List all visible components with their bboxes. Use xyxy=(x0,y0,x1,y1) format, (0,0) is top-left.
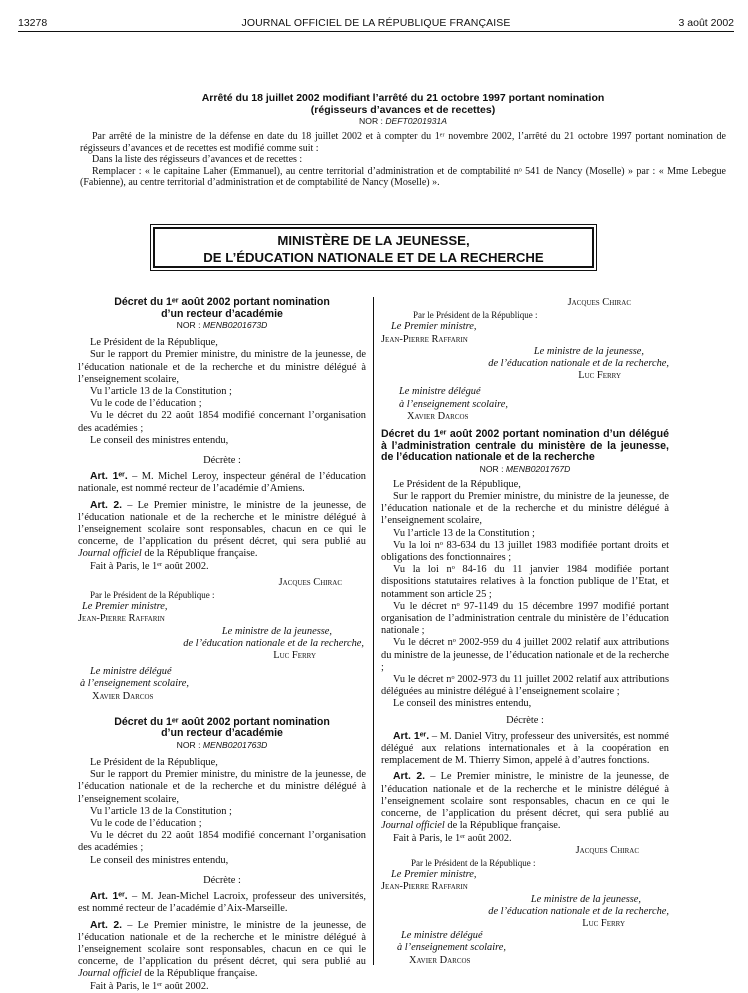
decree3-p3: Vu l’article 13 de la Constitution ; xyxy=(393,527,535,539)
decree2-title-line2: d’un recteur d’académie xyxy=(161,727,283,740)
decree3-p2: Sur le rapport du Premier ministre, du ministre de la jeunesse, de l’éducation nationale et de la recherche et du ministre délégué à l’enseignement scolaire, xyxy=(381,491,669,527)
arrete-para3: Remplacer : « le capitaine Laher (Emmanuel), au centre territorial d’administration et de comptabilité nᵒ 541 de Nancy (Moselle) » par : « Mme Lebegue (Fabienne), au centre territorial d’administration et de comptabilité de Nancy (Moselle) ». xyxy=(80,165,726,189)
decree1-fait: Fait à Paris, le 1ᵉʳ août 2002. xyxy=(90,560,209,572)
decree3-p9: Le conseil des ministres entendu, xyxy=(393,698,532,710)
decree3-del-title1: Le ministre délégué xyxy=(401,930,483,942)
right-column xyxy=(381,297,669,967)
decree3-del-title2: à l’enseignement scolaire, xyxy=(397,942,506,954)
decree3-art2: Art. 2. – Le Premier ministre, le ministre de la jeunesse, de l’éducation nationale et de la recherche et le ministre délégué à l’enseignement scolaire sont responsables, chacun en ce qui le concerne, de l’application du présent décret, qui sera publié au Journal officiel de la République française. xyxy=(381,771,669,832)
decree1-sig-president: Jacques Chirac xyxy=(278,576,342,588)
decree3-pm-name: Jean-Pierre Raffarin xyxy=(381,881,468,893)
decree1-p1: Le Président de la République, xyxy=(90,337,218,349)
decree1-del-title1: Le ministre délégué xyxy=(90,666,172,678)
header-rule xyxy=(18,31,734,32)
decree1-nor: NOR : MENB0201673D xyxy=(176,320,268,331)
decree2-del-title2: à l’enseignement scolaire, xyxy=(399,398,508,410)
decree1-min-title1: Le ministre de la jeunesse, xyxy=(221,625,332,637)
column-divider xyxy=(373,297,374,965)
decree1-del-name: Xavier Darcos xyxy=(92,690,154,702)
decree1-min-name: Luc Ferry xyxy=(273,650,316,662)
decree1-par-president: Par le Président de la République : xyxy=(90,590,215,601)
decree3-pm-title: Le Premier ministre, xyxy=(391,869,477,881)
decree2-art1: Art. 1ᵉʳ. – M. Jean-Michel Lacroix, professeur des universités, est nommé recteur de l’académie d’Aix-Marseille. xyxy=(78,891,366,915)
arrete-para2: Dans la liste des régisseurs d’avances et de recettes : xyxy=(92,154,303,166)
decree3-p5: Vu la loi nᵒ 84-16 du 11 janvier 1984 modifiée portant dispositions statutaires relatives à la fonction publique de l’Etat, et notamment son article 25 ; xyxy=(381,564,669,600)
decree2-p4: Vu le code de l’éducation ; xyxy=(90,818,202,830)
decree1-title-line2: d’un recteur d’académie xyxy=(161,307,283,320)
decree1-p4: Vu le code de l’éducation ; xyxy=(90,398,202,410)
decree2-p5: Vu le décret du 22 août 1854 modifié concernant l’organisation des académies ; xyxy=(78,830,366,854)
decree1-art2: Art. 2. – Le Premier ministre, le ministre de la jeunesse, de l’éducation nationale et de la recherche et le ministre délégué à l’enseignement scolaire sont responsables, chacun en ce qui le concerne, de l’application du présent décret, qui sera publié au Journal officiel de la République française. xyxy=(78,499,366,560)
decree3-p6: Vu le décret nᵒ 97-1149 du 15 décembre 1997 modifié portant organisation de l’administration centrale du ministère de l’éducation nationale ; xyxy=(381,600,669,637)
decree2-del-name: Xavier Darcos xyxy=(407,410,469,422)
decree3-p7: Vu le décret nᵒ 2002-959 du 4 juillet 2002 relatif aux attributions du ministre de la jeunesse, de l’éducation nationale et de la recherche ; xyxy=(381,637,669,673)
decree3-min-title2: de l’éducation nationale et de la recherche, xyxy=(488,905,669,917)
arrete-title-line1: Arrêté du 18 juillet 2002 modifiant l’arrêté du 21 octobre 1997 portant nomination xyxy=(201,92,605,104)
decree3-del-name: Xavier Darcos xyxy=(409,954,471,966)
decree2-decrete: Décrète : xyxy=(203,874,241,886)
decree2-p6: Le conseil des ministres entendu, xyxy=(90,854,229,866)
decree2-min-title2: de l’éducation nationale et de la recherche, xyxy=(488,358,669,370)
decree1-p5: Vu le décret du 22 août 1854 modifié concernant l’organisation des académies ; xyxy=(78,410,366,434)
arrete-para1: Par arrêté de la ministre de la défense en date du 18 juillet 2002 et à compter du 1ᵉʳ novembre 2002, l’arrêté du 21 octobre 1997 portant nomination de régisseurs d’avances et de recettes est modifié comme suit : xyxy=(80,131,726,154)
arrete-section xyxy=(80,93,726,189)
arrete-nor: NOR : DEFT0201931A xyxy=(359,116,447,126)
decree2-del-title1: Le ministre délégué xyxy=(399,386,481,398)
decree1-p2: Sur le rapport du Premier ministre, du ministre de la jeunesse, de l’éducation nationale et de la recherche et du ministre délégué à l’enseignement scolaire, xyxy=(78,349,366,385)
page-number: 13278 xyxy=(18,17,48,29)
decree2-pm-name: Jean-Pierre Raffarin xyxy=(381,333,468,345)
decree2-title-line1: Décret du 1ᵉʳ août 2002 portant nomination xyxy=(114,715,330,728)
decree1-del-title2: à l’enseignement scolaire, xyxy=(80,678,189,690)
decree3-p1: Le Président de la République, xyxy=(393,478,521,490)
decree2-fait: Fait à Paris, le 1ᵉʳ août 2002. xyxy=(90,980,209,992)
decree2-sig-president: Jacques Chirac xyxy=(567,297,631,308)
decree2-min-name: Luc Ferry xyxy=(578,370,621,382)
decree1-title-line1: Décret du 1ᵉʳ août 2002 portant nomination xyxy=(114,296,330,308)
decree2-nor: NOR : MENB0201763D xyxy=(176,740,268,751)
decree3-sig-president: Jacques Chirac xyxy=(575,844,639,856)
decree2-par-president: Par le Président de la République : xyxy=(413,310,538,321)
decree1-min-title2: de l’éducation nationale et de la recherche, xyxy=(183,637,364,649)
ministry-line2: DE L’ÉDUCATION NATIONALE ET DE LA RECHERCHE xyxy=(203,249,544,265)
decree3-decrete: Décrète : xyxy=(506,714,544,726)
decree1-art1: Art. 1ᵉʳ. – M. Michel Leroy, inspecteur général de l’éducation nationale, est nommé recteur de l’académie d’Amiens. xyxy=(78,471,366,495)
decree2-p3: Vu l’article 13 de la Constitution ; xyxy=(90,805,232,817)
decree2-p2: Sur le rapport du Premier ministre, du ministre de la jeunesse, de l’éducation nationale et de la recherche et du ministre délégué à l’enseignement scolaire, xyxy=(78,769,366,805)
decree1-p6: Le conseil des ministres entendu, xyxy=(90,434,229,446)
decree3-art1: Art. 1ᵉʳ. – M. Daniel Vitry, professeur des universités, est nommé délégué aux relations internationales et à la coopération en remplacement de M. Thierry Simon, appelé à d’autres fonctions. xyxy=(381,730,669,767)
decree3-min-title1: Le ministre de la jeunesse, xyxy=(530,893,641,905)
issue-date: 3 août 2002 xyxy=(678,17,734,29)
decree2-min-title1: Le ministre de la jeunesse, xyxy=(533,345,644,357)
arrete-title-line2: (régisseurs d’avances et de recettes) xyxy=(310,103,496,116)
ministry-line1: MINISTÈRE DE LA JEUNESSE, xyxy=(277,233,470,248)
journal-title: JOURNAL OFFICIEL DE LA RÉPUBLIQUE FRANÇAISE xyxy=(241,17,511,29)
decree1-pm-name: Jean-Pierre Raffarin xyxy=(78,613,165,625)
decree3-par-president: Par le Président de la République : xyxy=(411,857,536,868)
left-column xyxy=(78,297,366,993)
decree3-min-name: Luc Ferry xyxy=(582,917,625,929)
decree2-pm-title: Le Premier ministre, xyxy=(391,321,477,333)
decree3-fait: Fait à Paris, le 1ᵉʳ août 2002. xyxy=(393,832,512,844)
decree1-decrete: Décrète : xyxy=(203,455,241,467)
decree3-p8: Vu le décret nᵒ 2002-973 du 11 juillet 2002 relatif aux attributions déléguées au ministre délégué à l’enseignement scolaire ; xyxy=(381,674,669,698)
decree2-art2: Art. 2. – Le Premier ministre, le ministre de la jeunesse, de l’éducation nationale et de la recherche et le ministre délégué à l’enseignement scolaire sont responsables, chacun en ce qui le concerne, de l’application du présent décret, qui sera publié au Journal officiel de la République française. xyxy=(78,919,366,980)
decree1-pm-title: Le Premier ministre, xyxy=(82,601,168,613)
page-header xyxy=(18,17,734,31)
decree3-nor: NOR : MENB0201767D xyxy=(479,463,571,474)
ministry-banner xyxy=(150,224,597,271)
decree3-title: Décret du 1ᵉʳ août 2002 portant nomination d’un délégué à l’administration centrale du ministère de la jeunesse, de l’éducation nationale et de la recherche xyxy=(381,428,669,464)
decree2-p1: Le Président de la République, xyxy=(90,757,218,769)
decree3-p4: Vu la loi nᵒ 83-634 du 13 juillet 1983 modifiée portant droits et obligations des fonctionnaires ; xyxy=(381,539,669,564)
decree1-p3: Vu l’article 13 de la Constitution ; xyxy=(90,386,232,397)
